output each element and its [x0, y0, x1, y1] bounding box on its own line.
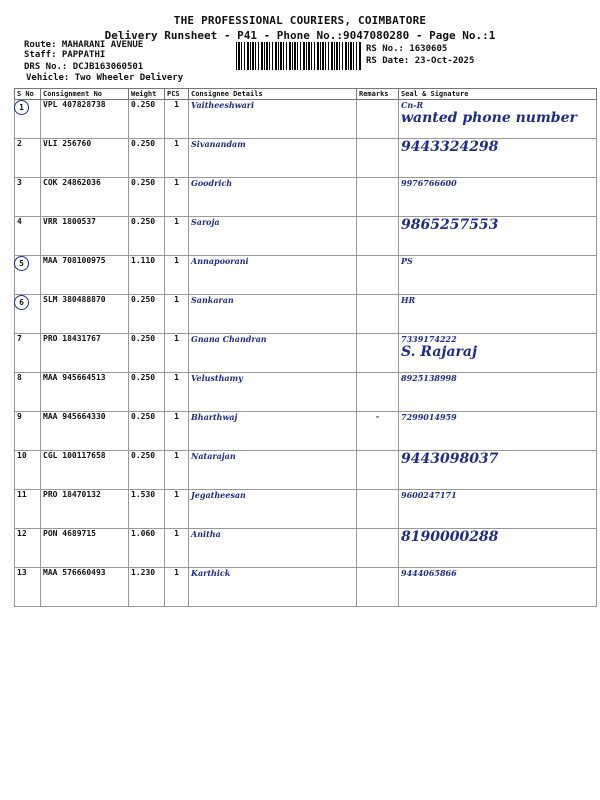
remarks — [357, 295, 399, 334]
weight: 0.250 — [129, 217, 165, 256]
seal-line-1: HR — [401, 295, 416, 305]
remarks — [357, 490, 399, 529]
consignment-number: CGL 100117658 — [41, 451, 129, 490]
col-consignee: Consignee Details — [189, 89, 357, 100]
consignee-name: Anitha — [189, 529, 357, 568]
consignment-number: COK 24862036 — [41, 178, 129, 217]
seal-signature — [399, 178, 597, 217]
seal-signature — [399, 100, 597, 139]
consignment-number: MAA 945664330 — [41, 412, 129, 451]
table-row — [15, 256, 597, 295]
weight: 0.250 — [129, 373, 165, 412]
consignee-name: Gnana Chandran — [189, 334, 357, 373]
seal-line-2: S. Rajaraj — [401, 344, 478, 360]
remarks — [357, 256, 399, 295]
pieces: 1 — [165, 451, 189, 490]
seal-line-1: Cn-R — [401, 100, 424, 110]
route: Route: MAHARANI AVENUE — [24, 40, 144, 50]
sno-text: 10 — [17, 451, 27, 460]
sno-text: 2 — [17, 139, 22, 148]
col-seal: Seal & Signature — [399, 89, 597, 100]
consignee-name: Natarajan — [189, 451, 357, 490]
runsheet-title: Delivery Runsheet - P41 - Phone No.:9047080280 - Page No.:1 — [104, 29, 496, 42]
seal-line-2: 9443098037 — [401, 451, 499, 467]
remarks: - — [357, 412, 399, 451]
consignee-name: Annapoorani — [189, 256, 357, 295]
seal-signature — [399, 529, 597, 568]
seal-signature — [399, 568, 597, 607]
table-row — [15, 178, 597, 217]
consignment-number: VLI 256760 — [41, 139, 129, 178]
seal-signature — [399, 373, 597, 412]
table-row — [15, 334, 597, 373]
seal-line-2: 9443324298 — [401, 139, 499, 155]
pieces: 1 — [165, 139, 189, 178]
seal-signature — [399, 334, 597, 373]
circled-sno: 5 — [14, 256, 29, 271]
weight: 1.060 — [129, 529, 165, 568]
consignment-number: MAA 945664513 — [41, 373, 129, 412]
seal-signature — [399, 139, 597, 178]
circled-sno: 1 — [14, 100, 29, 115]
sno-text: 7 — [17, 334, 22, 343]
table-row — [15, 100, 597, 139]
col-weight: Weight — [129, 89, 165, 100]
consignment-number: VPL 407828738 — [41, 100, 129, 139]
remarks — [357, 217, 399, 256]
col-sno: S No — [15, 89, 41, 100]
table-row — [15, 217, 597, 256]
row-sno — [15, 373, 41, 412]
seal-signature — [399, 412, 597, 451]
table-header-row — [15, 89, 597, 100]
consignee-name: Vaitheeshwari — [189, 100, 357, 139]
table-row — [15, 373, 597, 412]
table-row — [15, 412, 597, 451]
pieces: 1 — [165, 373, 189, 412]
sno-text: 4 — [17, 217, 22, 226]
table-row — [15, 568, 597, 607]
remarks — [357, 178, 399, 217]
consignee-name: Karthick — [189, 568, 357, 607]
row-sno — [15, 178, 41, 217]
row-sno — [15, 529, 41, 568]
table-row — [15, 139, 597, 178]
seal-signature — [399, 490, 597, 529]
consignee-name: Goodrich — [189, 178, 357, 217]
consignment-number: PRO 18470132 — [41, 490, 129, 529]
pieces: 1 — [165, 256, 189, 295]
row-sno — [15, 334, 41, 373]
consignee-name: Saroja — [189, 217, 357, 256]
sno-text: 11 — [17, 490, 27, 499]
rs-number: RS No.: 1630605 — [366, 44, 448, 54]
consignment-number: VRR 1800537 — [41, 217, 129, 256]
weight: 0.250 — [129, 451, 165, 490]
remarks — [357, 529, 399, 568]
pieces: 1 — [165, 490, 189, 529]
consignee-name: Sankaran — [189, 295, 357, 334]
pieces: 1 — [165, 178, 189, 217]
row-sno — [15, 412, 41, 451]
delivery-table — [14, 88, 597, 607]
sno-text: 8 — [17, 373, 22, 382]
vehicle: Vehicle: Two Wheeler Delivery — [26, 73, 184, 83]
row-sno — [15, 451, 41, 490]
pieces: 1 — [165, 295, 189, 334]
consignment-number: MAA 576660493 — [41, 568, 129, 607]
weight: 1.110 — [129, 256, 165, 295]
consignment-number: PRO 18431767 — [41, 334, 129, 373]
consignment-number: PON 4689715 — [41, 529, 129, 568]
pieces: 1 — [165, 529, 189, 568]
seal-line-2: 9865257553 — [401, 217, 499, 233]
weight: 1.230 — [129, 568, 165, 607]
consignment-number: SLM 380488870 — [41, 295, 129, 334]
seal-signature — [399, 217, 597, 256]
seal-line-1: 7339174222 — [401, 334, 457, 344]
seal-line-2: wanted phone number — [401, 110, 577, 126]
seal-line-1: PS — [401, 256, 413, 266]
weight: 0.250 — [129, 334, 165, 373]
weight: 0.250 — [129, 295, 165, 334]
sno-text: 12 — [17, 529, 27, 538]
row-sno — [15, 217, 41, 256]
col-consignment: Consignment No — [41, 89, 129, 100]
seal-line-1: 8925138998 — [401, 373, 457, 383]
col-pcs: PCS — [165, 89, 189, 100]
row-sno — [15, 568, 41, 607]
seal-signature — [399, 256, 597, 295]
consignee-name: Bharthwaj — [189, 412, 357, 451]
sno-text: 13 — [17, 568, 27, 577]
drs-number: DRS No.: DCJB163060501 — [24, 62, 144, 72]
table-row — [15, 529, 597, 568]
row-sno — [15, 490, 41, 529]
sno-text: 3 — [17, 178, 22, 187]
pieces: 1 — [165, 412, 189, 451]
row-sno — [15, 139, 41, 178]
consignee-name: Jegatheesan — [189, 490, 357, 529]
barcode — [236, 42, 362, 70]
pieces: 1 — [165, 100, 189, 139]
seal-signature — [399, 451, 597, 490]
consignee-name: Sivanandam — [189, 139, 357, 178]
remarks — [357, 373, 399, 412]
col-remarks: Remarks — [357, 89, 399, 100]
seal-line-1: 7299014959 — [401, 412, 457, 422]
seal-line-2: 8190000288 — [401, 529, 499, 545]
row-sno — [15, 295, 41, 334]
remarks — [357, 334, 399, 373]
sno-text: 9 — [17, 412, 22, 421]
weight: 0.250 — [129, 139, 165, 178]
circled-sno: 6 — [14, 295, 29, 310]
row-sno — [15, 256, 41, 295]
remarks — [357, 139, 399, 178]
staff: Staff: PAPPATHI — [24, 50, 106, 60]
weight: 0.250 — [129, 100, 165, 139]
weight: 0.250 — [129, 412, 165, 451]
remarks — [357, 100, 399, 139]
table-row — [15, 451, 597, 490]
seal-signature — [399, 295, 597, 334]
pieces: 1 — [165, 334, 189, 373]
pieces: 1 — [165, 217, 189, 256]
consignee-name: Velusthamy — [189, 373, 357, 412]
row-sno — [15, 100, 41, 139]
seal-line-1: 9444065866 — [401, 568, 457, 578]
weight: 0.250 — [129, 178, 165, 217]
remarks — [357, 568, 399, 607]
company-name: THE PROFESSIONAL COURIERS, COIMBATORE — [173, 14, 427, 27]
pieces: 1 — [165, 568, 189, 607]
consignment-number: MAA 708100975 — [41, 256, 129, 295]
seal-line-1: 9976766600 — [401, 178, 457, 188]
weight: 1.530 — [129, 490, 165, 529]
table-row — [15, 490, 597, 529]
rs-date: RS Date: 23-Oct-2025 — [366, 56, 475, 66]
table-row — [15, 295, 597, 334]
remarks — [357, 451, 399, 490]
seal-line-1: 9600247171 — [401, 490, 457, 500]
